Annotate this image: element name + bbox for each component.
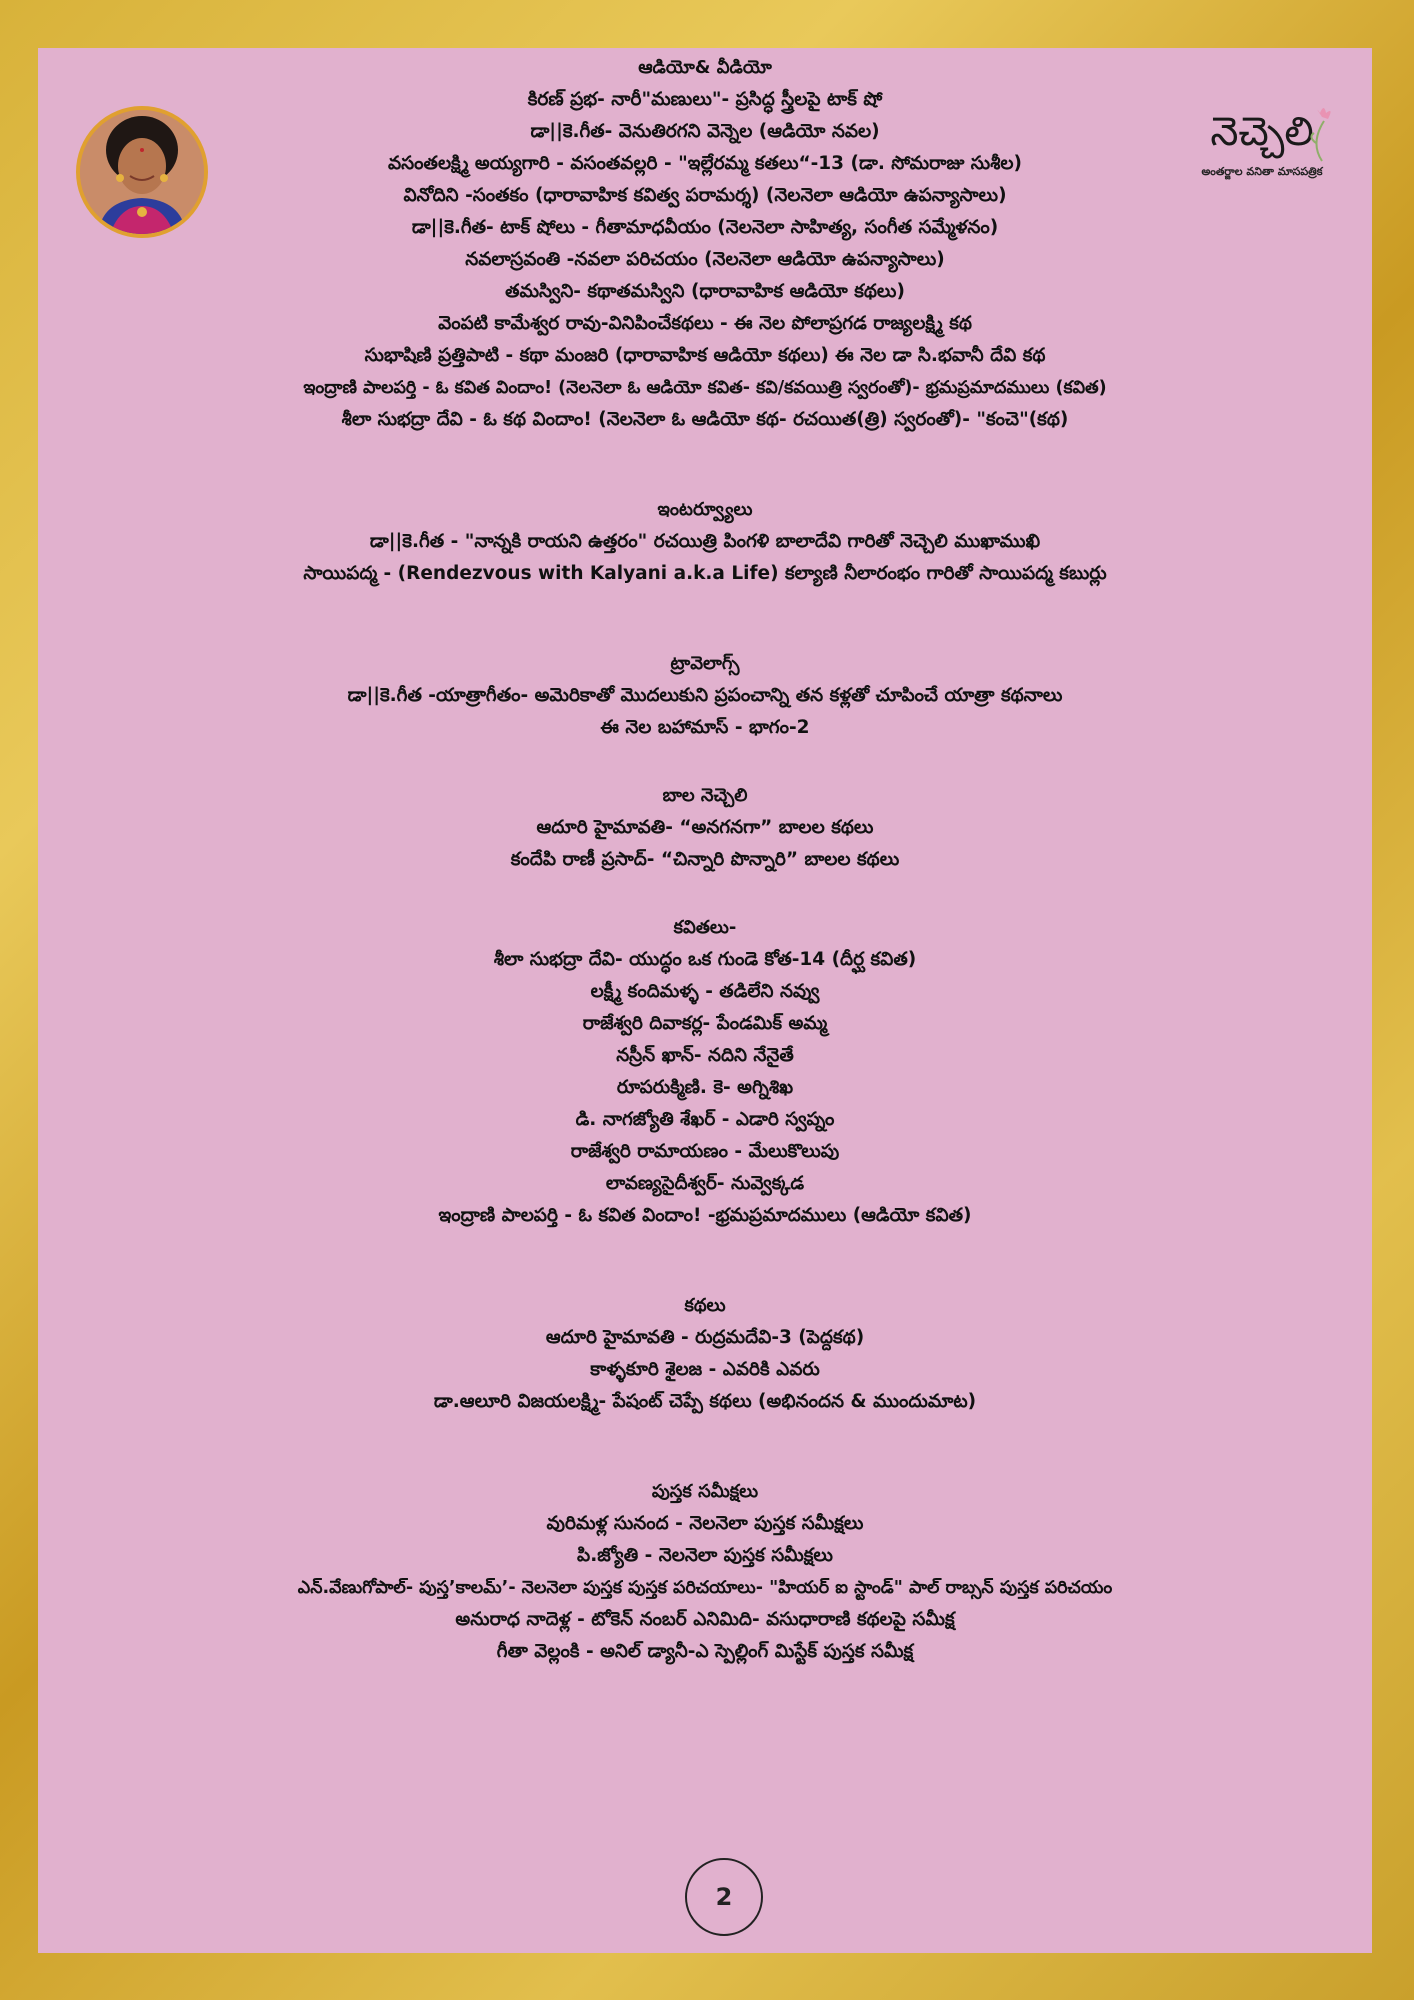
list-item: డి. నాగజ్యోతి శేఖర్ - ఎడారి స్వప్నం <box>575 1109 835 1130</box>
section-heading: ఆడియో& వీడియో <box>638 57 772 78</box>
section-poems <box>38 912 1372 1232</box>
list-item: రూపరుక్మిణి. కె- అగ్నిశిఖ <box>616 1077 794 1098</box>
list-item: గీతా వెల్లంకి - అనిల్ డ్యానీ-ఎ స్పెల్లింగ్ మిస్టేక్ పుస్తక సమీక్ష <box>496 1641 914 1662</box>
list-item: డా||కె.గీత - "నాన్నకి రాయని ఉత్తరం" రచయిత్రి పింగళి బాలాదేవి గారితో నెచ్చెలి ముఖాముఖి <box>369 531 1041 552</box>
magazine-page <box>38 48 1372 1953</box>
logo-subtitle: అంతర్జాల వనితా మాసపత్రిక <box>1201 165 1323 178</box>
section-heading: కథలు <box>684 1295 726 1316</box>
list-item: ఎన్.వేణుగోపాల్- పుస్త’కాలమ్’- నెలనెలా పుస్తక పుస్తక పరిచయాలు- "హియర్ ఐ స్టాండ్" పాల్ రాబ్సన్ పుస్తక పరిచయం <box>297 1578 1113 1598</box>
section-travelogues <box>38 648 1372 744</box>
list-item: డా||కె.గీత- వెనుతిరగని వెన్నెల (ఆడియో నవల) <box>530 121 880 142</box>
list-item: పి.జ్యోతి - నెలనెలా పుస్తక సమీక్షలు <box>577 1545 833 1566</box>
list-item: డా||కె.గీత- టాక్ షోలు - గీతామాధవీయం (నెలనెలా సాహిత్య, సంగీత సమ్మేళనం) <box>411 217 999 238</box>
list-item: నస్రీన్ ఖాన్- నదిని నేనైతే <box>616 1045 794 1066</box>
list-item: వినోదిని -సంతకం (ధారావాహిక కవిత్వ పరామర్శ) (నెలనెలా ఆడియో ఉపన్యాసాలు) <box>403 185 1007 206</box>
list-item: శీలా సుభద్రా దేవి - ఓ కథ విందాం! (నెలనెలా ఓ ఆడియో కథ- రచయిత(త్రి) స్వరంతో)- "కంచె"(కథ) <box>341 409 1069 430</box>
section-audio-video <box>38 52 1372 436</box>
section-kids <box>38 780 1372 876</box>
section-heading: పుస్తక సమీక్షలు <box>651 1481 759 1502</box>
list-item: కందేపి రాణీ ప్రసాద్- “చిన్నారి పొన్నారి” బాలల కథలు <box>510 849 900 870</box>
list-item: కిరణ్ ప్రభ- నారీ"మణులు"- ప్రసిద్ధ స్త్రీలపై టాక్ షో <box>527 89 883 110</box>
section-heading: బాల నెచ్చెలి <box>662 785 748 806</box>
list-item: ఆదూరి హైమావతి- “అనగనగా” బాలల కథలు <box>536 817 874 838</box>
list-item: వురిమళ్ల సునంద - నెలనెలా పుస్తక సమీక్షలు <box>546 1513 864 1534</box>
list-item: సుభాషిణి ప్రత్తిపాటి - కథా మంజరి (ధారావాహిక ఆడియో కథలు) ఈ నెల డా సి.భవానీ దేవి కథ <box>364 345 1046 366</box>
list-item: శీలా సుభద్రా దేవి- యుద్ధం ఒక గుండె కోత-14 (దీర్ఘ కవిత) <box>493 949 917 970</box>
list-item: తమస్విని- కథాతమస్విని (ధారావాహిక ఆడియో కథలు) <box>505 281 905 302</box>
section-interviews <box>38 494 1372 590</box>
list-item: వెంపటి కామేశ్వర రావు-వినిపించేకథలు - ఈ నెల పోలాప్రగడ రాజ్యలక్ష్మి కథ <box>438 313 972 334</box>
list-item: లక్ష్మీ కందిమళ్ళ - తడిలేని నవ్వు <box>590 981 820 1002</box>
list-item: ఇంద్రాణి పాలపర్తి - ఓ కవిత విందాం! (నెలనెలా ఓ ఆడియో కవిత- కవి/కవయిత్రి స్వరంతో)- భ్రమప్రమాదములు (కవిత) <box>303 378 1107 398</box>
list-item: నవలాస్రవంతి -నవలా పరిచయం (నెలనెలా ఆడియో ఉపన్యాసాలు) <box>465 249 945 270</box>
logo-title: నెచ్చెలి <box>1210 109 1314 155</box>
list-item: డా.ఆలూరి విజయలక్ష్మి- పేషంట్ చెప్పే కథలు (అభినందన & ముందుమాట) <box>433 1391 977 1412</box>
list-item: డా||కె.గీత -యాత్రాగీతం- అమెరికాతో మొదలుకుని ప్రపంచాన్ని తన కళ్లతో చూపించే యాత్రా కథనాలు <box>347 685 1063 706</box>
list-item: కాళ్ళకూరి శైలజ - ఎవరికి ఎవరు <box>590 1359 820 1380</box>
list-item: రాజేశ్వరి రామాయణం - మేలుకొలుపు <box>570 1141 840 1162</box>
list-item: వసంతలక్ష్మి అయ్యగారి - వసంతవల్లరి - "ఇల్లేరమ్మ కతలు“-13 (డా. సోమరాజు సుశీల) <box>388 153 1022 174</box>
list-item: లావణ్యసైదీశ్వర్- నువ్వెక్కడ <box>605 1173 805 1194</box>
section-book-reviews <box>38 1476 1372 1668</box>
list-item: సాయిపద్మ - (Rendezvous with Kalyani a.k.a Life) కల్యాణి నీలారంభం గారితో సాయిపద్మ కబుర్లు <box>303 563 1107 584</box>
section-heading: కవితలు- <box>673 917 737 938</box>
section-heading: ట్రావెలాగ్స్ <box>670 653 740 674</box>
list-item: ఆదూరి హైమావతి - రుద్రమదేవి-3 (పెద్దకథ) <box>545 1327 865 1348</box>
list-item: ఇంద్రాణి పాలపర్తి - ఓ కవిత విందాం! -భ్రమప్రమాదములు (ఆడియో కవిత) <box>438 1205 972 1226</box>
section-stories <box>38 1290 1372 1418</box>
list-item: రాజేశ్వరి దివాకర్ల- పేండమిక్ అమ్మ <box>582 1013 828 1034</box>
section-heading: ఇంటర్వ్యూలు <box>657 499 753 520</box>
list-item: అనురాధ నాదెళ్ల - టోకెన్ నంబర్ ఎనిమిది- వసుధారాణి కథలపై సమీక్ష <box>455 1609 955 1630</box>
list-item: ఈ నెల బహామాస్ - భాగం-2 <box>600 717 810 738</box>
page-number: 2 <box>685 1858 763 1936</box>
table-of-contents <box>38 52 1372 1726</box>
